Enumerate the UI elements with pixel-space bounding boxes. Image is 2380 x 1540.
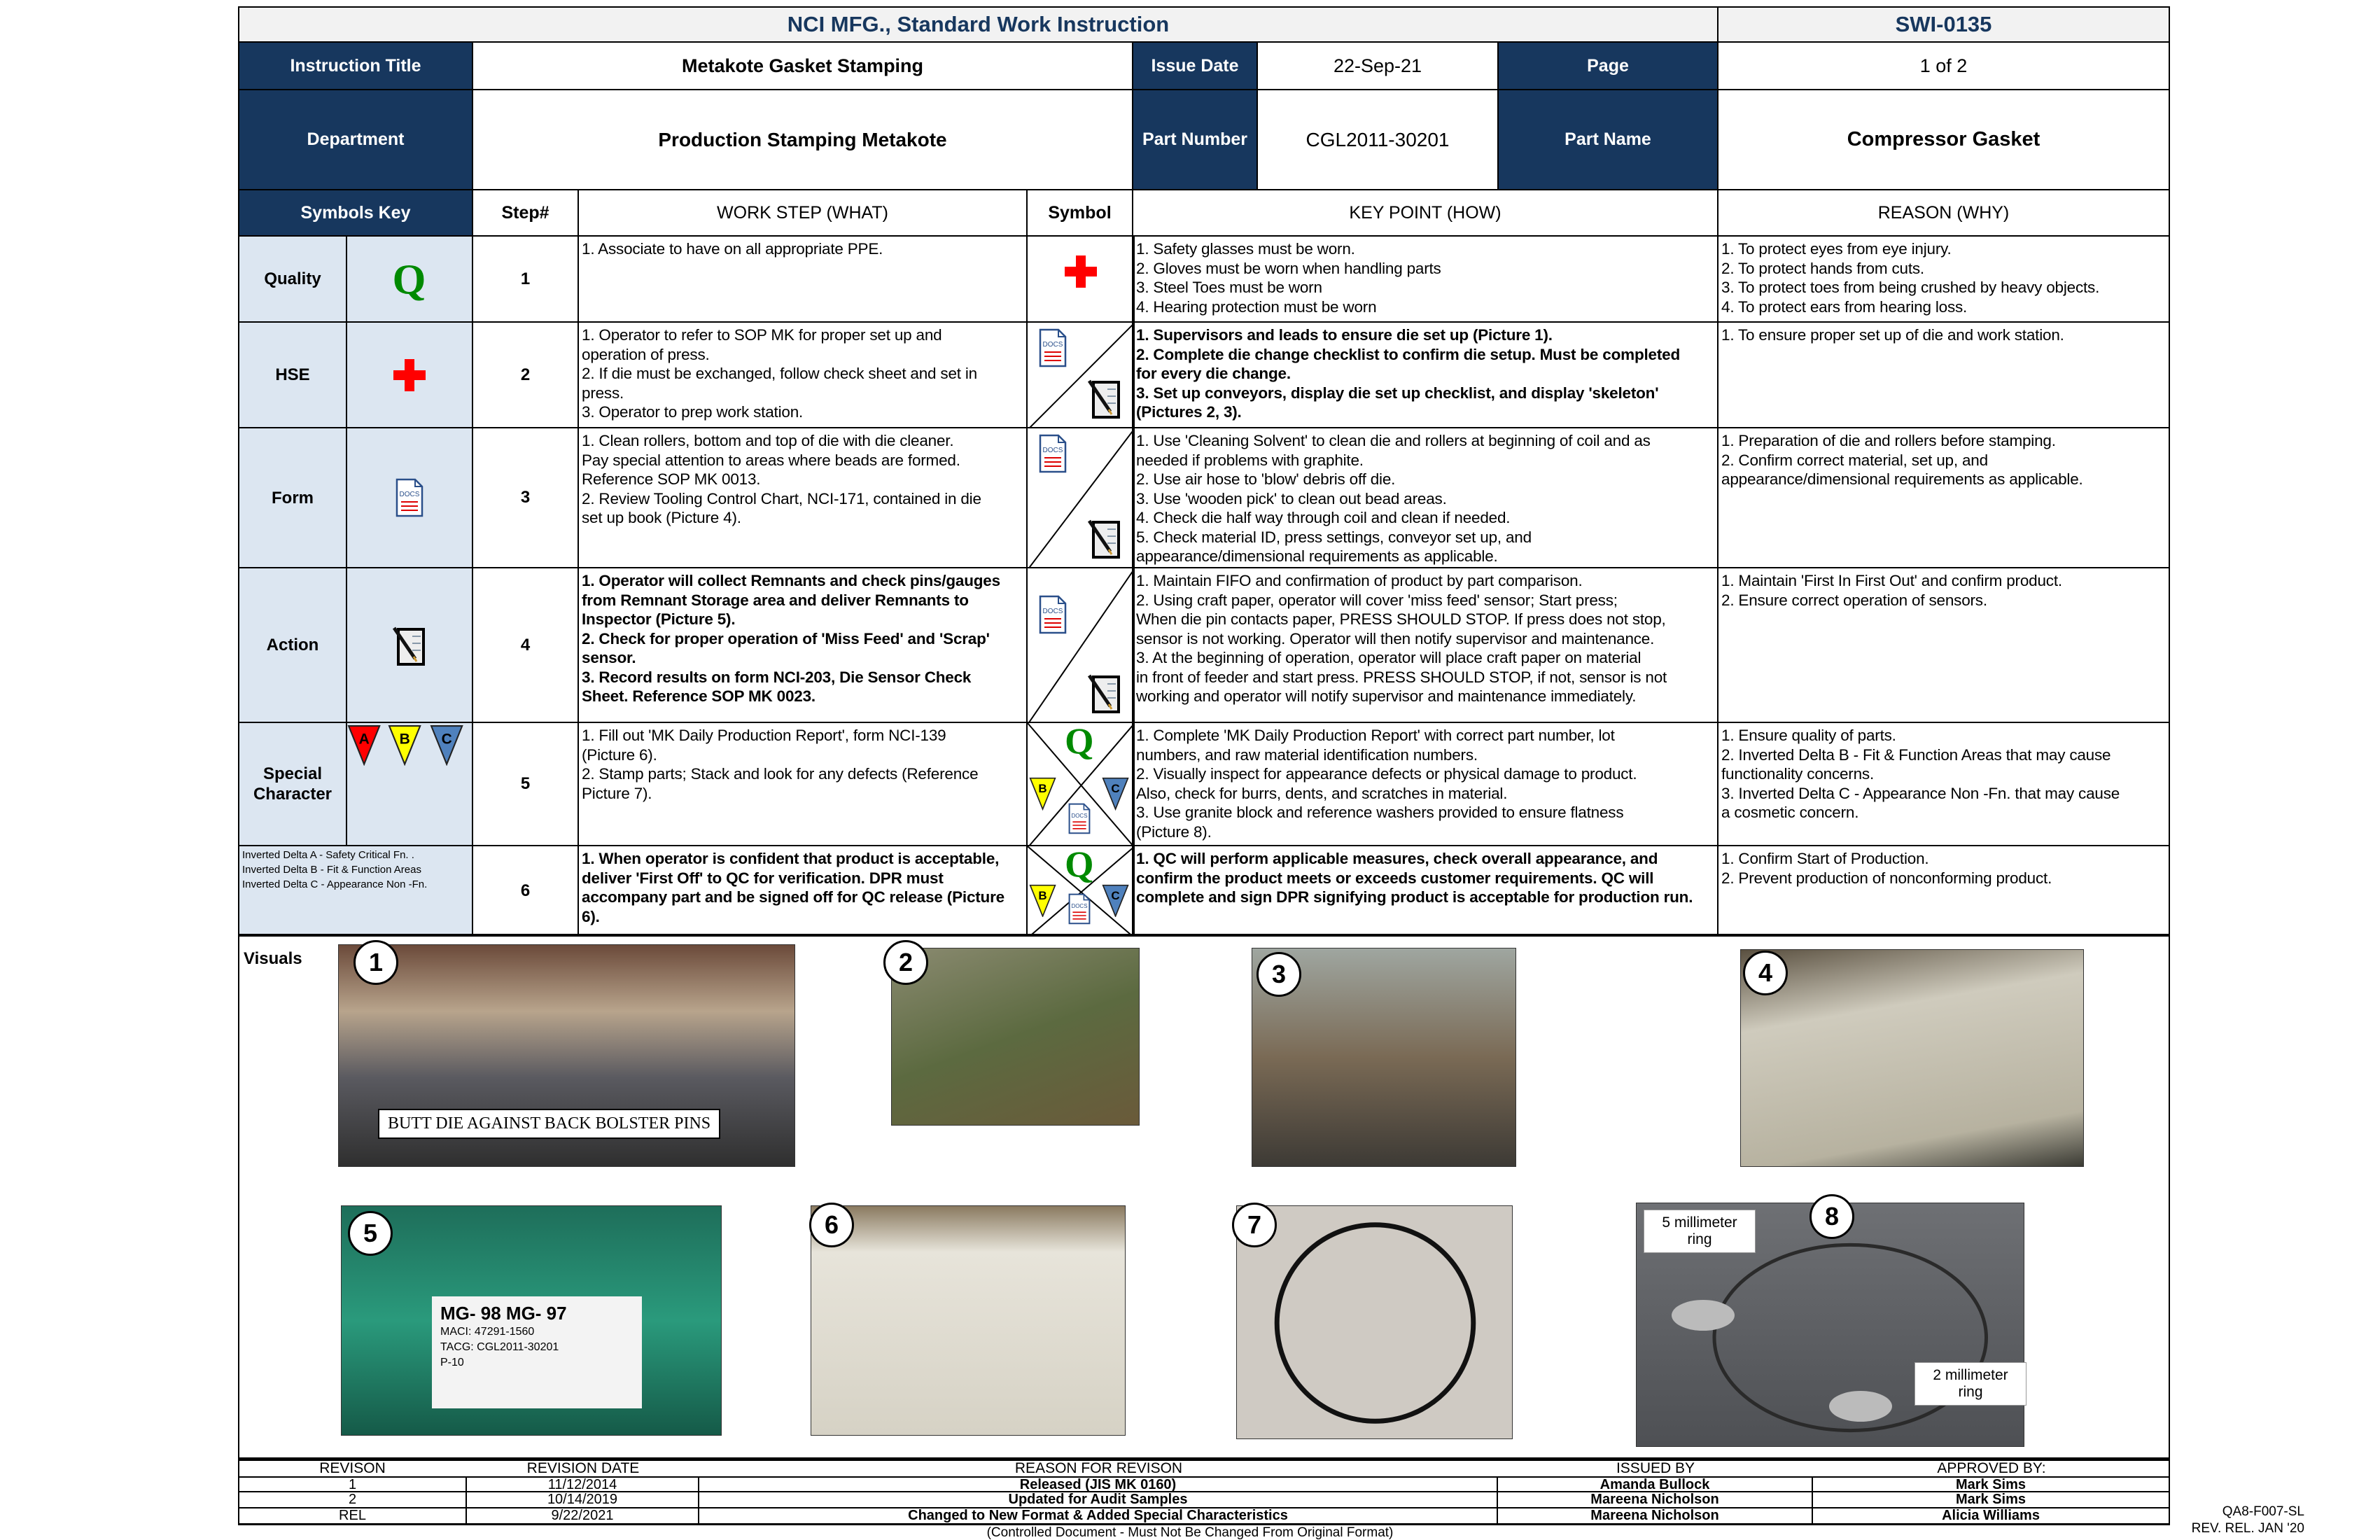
page-label: Page	[1497, 41, 1718, 90]
text-line: 6).	[582, 907, 600, 925]
text-line: (Pictures 2, 3).	[1136, 403, 1242, 421]
picture-number: 6	[809, 1203, 854, 1247]
callout-2mm: 2 millimeter ring	[1914, 1362, 2026, 1406]
col-key-point: KEY POINT (HOW)	[1132, 189, 1718, 237]
symbols-key-label: Form	[238, 427, 347, 568]
symbols-key-label: Special Character	[238, 722, 347, 846]
revision-cell: Mark Sims	[1813, 1492, 2170, 1508]
text-line: a cosmetic concern.	[1721, 804, 1859, 821]
instruction-title: Metakote Gasket Stamping	[472, 41, 1133, 90]
bin-label-line: MG- 98 MG- 97	[440, 1303, 567, 1324]
text-line: (Picture 6).	[582, 746, 657, 764]
revision-header: REASON FOR REVISON	[1014, 1461, 1183, 1476]
text-line: 1. Ensure quality of parts.	[1721, 727, 1896, 744]
part-number: CGL2011-30201	[1256, 89, 1499, 190]
text-line: Inspector (Picture 5).	[582, 610, 736, 628]
text-line: Sheet. Reference SOP MK 0023.	[582, 687, 816, 705]
text-line: appearance/dimensional requirements as applicable.	[1721, 470, 2083, 488]
text-line: 1. Operator to refer to SOP MK for proper set up and	[582, 326, 942, 344]
text-line: 2. To protect hands from cuts.	[1721, 259, 1924, 277]
picture-6	[811, 1205, 1126, 1436]
red-cross-icon	[393, 359, 426, 395]
picture-number: 4	[1743, 951, 1788, 995]
delta-legend-item: Inverted Delta B - Fit & Function Areas	[242, 864, 421, 876]
text-line: 1. QC will perform applicable measures, check overall appearance, and	[1136, 850, 1658, 867]
text-line: 1. Use 'Cleaning Solvent' to clean die and rollers at beginning of coil and as	[1136, 432, 1651, 449]
text-line: 1. Complete 'MK Daily Production Report' with correct part number, lot	[1136, 727, 1615, 744]
docs-icon	[1039, 328, 1067, 371]
text-line: functionality concerns.	[1721, 765, 1875, 783]
part-name-label: Part Name	[1497, 89, 1718, 190]
svg-text:DOCS: DOCS	[1071, 812, 1088, 819]
step-number: 6	[472, 845, 579, 937]
checklist-icon	[1088, 518, 1121, 562]
delta-b-icon	[388, 724, 421, 769]
docs-icon	[1068, 893, 1091, 928]
delta-legend-item: Inverted Delta A - Safety Critical Fn. .	[242, 849, 414, 861]
revision-header: REVISON	[319, 1461, 386, 1476]
reason-cell	[1717, 235, 2170, 323]
checklist-icon	[1088, 378, 1121, 422]
text-line: 1. Maintain FIFO and confirmation of product by part comparison.	[1136, 572, 1583, 589]
text-line: deliver 'First Off' to QC for verification. DPR must	[582, 869, 944, 887]
revision-cell: Alicia Williams	[1813, 1508, 2170, 1525]
revision-cell: Mark Sims	[1813, 1476, 2170, 1492]
work-step-cell	[578, 722, 1028, 846]
text-line: from Remnant Storage area and deliver Remnants to	[582, 591, 969, 609]
svg-text:DOCS: DOCS	[1042, 341, 1063, 349]
work-step-cell	[578, 427, 1028, 568]
instruction-title-label: Instruction Title	[238, 41, 473, 90]
text-line: (Picture 8).	[1136, 822, 1212, 841]
text-line: 2. Review Tooling Control Chart, NCI-171, contained in die	[582, 489, 981, 507]
step-number: 4	[472, 567, 579, 723]
text-line: 5. Check material ID, press settings, conveyor set up, and	[1136, 528, 1532, 546]
col-symbol: Symbol	[1026, 189, 1133, 237]
text-line: 2. Visually inspect for appearance defects or physical damage to product.	[1136, 765, 1637, 783]
text-line: 3. Inverted Delta C - Appearance Non -Fn. that may cause	[1721, 784, 2120, 802]
text-line: 1. When operator is confident that product is acceptable,	[582, 850, 1000, 867]
text-line: 3. Operator to prep work station.	[582, 403, 804, 421]
symbols-key-label: HSE	[238, 321, 347, 428]
picture-caption: BUTT DIE AGAINST BACK BOLSTER PINS	[378, 1109, 720, 1139]
svg-text:DOCS: DOCS	[1042, 447, 1063, 454]
key-point-cell	[1132, 567, 1718, 723]
bin-label	[432, 1296, 642, 1408]
work-step-cell	[578, 321, 1028, 428]
delta-legend	[238, 845, 473, 937]
revision-cell: 10/14/2019	[467, 1492, 699, 1508]
key-point-cell	[1132, 235, 1718, 323]
revision-cell: Updated for Audit Samples	[699, 1492, 1498, 1508]
col-step: Step#	[472, 189, 579, 237]
text-line: set up book (Picture 4).	[582, 509, 741, 526]
revision-cell: 9/22/2021	[467, 1508, 699, 1525]
svg-text:Q: Q	[392, 258, 426, 302]
picture-7	[1236, 1205, 1513, 1439]
text-line: 1. Clean rollers, bottom and top of die with die cleaner.	[582, 432, 954, 449]
quality-q-icon	[1063, 846, 1096, 887]
part-name: Compressor Gasket	[1717, 89, 2170, 190]
svg-text:A: A	[358, 731, 370, 748]
text-line: for every die change.	[1136, 365, 1291, 382]
text-line: 3. To protect toes from being crushed by heavy objects.	[1721, 279, 2100, 296]
svg-text:B: B	[1038, 888, 1047, 902]
text-line: 2. Ensure correct operation of sensors.	[1721, 591, 1987, 609]
delta-c-icon	[1102, 777, 1129, 814]
form-number: QA8-F007-SL	[2222, 1504, 2304, 1519]
text-line: Pay special attention to areas where beads are formed.	[582, 451, 960, 469]
key-point-cell	[1132, 845, 1718, 937]
reason-cell	[1717, 567, 2170, 723]
text-line: 2. Inverted Delta B - Fit & Function Areas that may cause	[1721, 746, 2111, 764]
part-number-label: Part Number	[1132, 89, 1258, 190]
revision-cell: 11/12/2014	[467, 1476, 699, 1492]
delta-legend-item: Inverted Delta C - Appearance Non -Fn.	[242, 878, 428, 890]
issue-date-label: Issue Date	[1132, 41, 1258, 90]
work-step-cell	[578, 235, 1028, 323]
picture-2	[891, 948, 1140, 1126]
text-line: operation of press.	[582, 345, 710, 363]
text-line: 1. To protect eyes from eye injury.	[1721, 240, 1952, 258]
text-line: 1. Fill out 'MK Daily Production Report', form NCI-139	[582, 727, 946, 744]
text-line: 2. Using craft paper, operator will cover 'miss feed' sensor; Start press;	[1136, 591, 1618, 609]
symbols-key-label: Quality	[238, 235, 347, 323]
revision-cell: 2	[238, 1492, 467, 1508]
svg-text:C: C	[1111, 782, 1120, 796]
picture-4	[1740, 949, 2084, 1167]
text-line: 1. Maintain 'First In First Out' and confirm product.	[1721, 572, 2062, 589]
delta-b-icon	[1029, 777, 1056, 814]
text-line: 2. Confirm correct material, set up, and	[1721, 451, 1988, 469]
text-line: Reference SOP MK 0013.	[582, 470, 761, 488]
revision-header: ISSUED BY	[1616, 1461, 1695, 1476]
svg-text:Q: Q	[1065, 846, 1094, 884]
text-line: accompany part and be signed off for QC release (Picture	[582, 888, 1004, 906]
key-point-cell	[1132, 427, 1718, 568]
picture-number: 3	[1256, 952, 1301, 997]
form-revision: REV. REL. JAN '20	[2191, 1521, 2304, 1536]
text-line: 2. Complete die change checklist to confirm die setup. Must be completed	[1136, 345, 1681, 363]
department-label: Department	[238, 89, 473, 190]
text-line: 2. Check for proper operation of 'Miss Feed' and 'Scrap'	[582, 629, 990, 648]
picture-number: 8	[1809, 1194, 1854, 1239]
revision-cell: Mareena Nicholson	[1498, 1508, 1813, 1525]
delta-c-icon	[1102, 884, 1129, 921]
col-work-step: WORK STEP (WHAT)	[578, 189, 1028, 237]
text-line: 1. Supervisors and leads to ensure die set up (Picture 1).	[1136, 326, 1553, 344]
text-line: 2. Gloves must be worn when handling parts	[1136, 259, 1441, 277]
key-point-cell	[1132, 722, 1718, 846]
page-number: 1 of 2	[1717, 41, 2170, 90]
docs-icon	[1039, 434, 1067, 477]
step-number: 5	[472, 722, 579, 846]
symbols-key-label: Action	[238, 567, 347, 723]
step-number: 3	[472, 427, 579, 568]
docs-icon	[396, 478, 424, 521]
text-line: 3. Set up conveyors, display die set up checklist, and display 'skeleton'	[1136, 384, 1659, 402]
svg-text:DOCS: DOCS	[399, 491, 420, 498]
revision-cell: Changed to New Format & Added Special Characteristics	[699, 1508, 1498, 1525]
text-line: 3. At the beginning of operation, operator will place craft paper on material	[1136, 649, 1642, 666]
text-line: 3. Use granite block and reference washers provided to ensure flatness	[1136, 804, 1624, 821]
text-line: 4. Check die half way through coil and clean if needed.	[1136, 509, 1511, 526]
text-line: Also, check for burrs, dents, and scratches in material.	[1136, 784, 1508, 802]
picture-number: 1	[354, 940, 398, 985]
bin-label-line: MACI: 47291-1560	[440, 1326, 535, 1338]
text-line: in front of feeder and start press. PRESS SHOULD STOP, if not, sensor is not	[1136, 668, 1667, 686]
text-line: 1. Associate to have on all appropriate PPE.	[582, 240, 883, 258]
text-line: sensor is not working. Operator will then notify supervisor and maintenance.	[1136, 629, 1655, 648]
controlled-document-note: (Controlled Document - Must Not Be Changed From Original Format)	[986, 1525, 1394, 1540]
delta-b-icon	[1029, 884, 1056, 921]
quality-q-icon	[1063, 723, 1096, 764]
document-title: NCI MFG., Standard Work Instruction	[238, 6, 1718, 43]
picture-number: 5	[348, 1211, 393, 1256]
col-symbols-key: Symbols Key	[238, 189, 473, 237]
visuals-label: Visuals	[244, 949, 302, 968]
revision-cell: 1	[238, 1476, 467, 1492]
text-line: 1. Operator will collect Remnants and check pins/gauges	[582, 572, 1000, 589]
text-line: appearance/dimensional requirements as applicable.	[1136, 547, 1498, 565]
callout-5mm: 5 millimeter ring	[1644, 1210, 1756, 1253]
work-step-cell	[578, 567, 1028, 723]
revision-header: REVISION DATE	[526, 1461, 640, 1476]
svg-text:Q: Q	[1065, 723, 1094, 761]
checklist-icon	[1088, 673, 1121, 717]
picture-number: 7	[1232, 1203, 1277, 1247]
text-line: 1. Preparation of die and rollers before stamping.	[1721, 432, 2056, 449]
text-line: press.	[582, 384, 624, 402]
text-line: 3. Use 'wooden pick' to clean out bead areas.	[1136, 489, 1447, 507]
reason-cell	[1717, 321, 2170, 428]
text-line: 2. Stamp parts; Stack and look for any defects (Reference	[582, 765, 979, 783]
key-point-cell	[1132, 321, 1718, 428]
quality-q-icon	[390, 258, 428, 305]
reason-cell	[1717, 427, 2170, 568]
docs-icon	[1068, 803, 1091, 838]
text-line: 4. To protect ears from hearing loss.	[1721, 298, 1968, 316]
svg-text:C: C	[1111, 888, 1120, 902]
col-reason: REASON (WHY)	[1717, 189, 2170, 237]
revision-cell: Mareena Nicholson	[1498, 1492, 1813, 1508]
delta-c-icon	[430, 724, 463, 769]
text-line: working and operator will notify supervisor and maintenance immediately.	[1136, 687, 1637, 705]
picture-number: 2	[883, 940, 928, 985]
text-line: 1. Confirm Start of Production.	[1721, 850, 1929, 867]
text-line: needed if problems with graphite.	[1136, 451, 1364, 469]
step-number: 1	[472, 235, 579, 323]
svg-text:DOCS: DOCS	[1042, 608, 1063, 615]
svg-text:C: C	[441, 731, 452, 748]
text-line: 1. To ensure proper set up of die and work station.	[1721, 326, 2064, 344]
issue-date: 22-Sep-21	[1256, 41, 1499, 90]
text-line: 1. Safety glasses must be worn.	[1136, 240, 1355, 258]
document-number: SWI-0135	[1717, 6, 2170, 43]
red-cross-icon	[1065, 255, 1097, 291]
text-line: 2. Use air hose to 'blow' debris off die.	[1136, 470, 1396, 488]
revision-cell: Amanda Bullock	[1498, 1476, 1813, 1492]
svg-text:B: B	[399, 731, 410, 748]
text-line: 2. Prevent production of nonconforming product.	[1721, 869, 2052, 887]
reason-cell	[1717, 845, 2170, 937]
checklist-icon	[393, 625, 426, 669]
revision-cell: Released (JIS MK 0160)	[699, 1476, 1498, 1492]
text-line: 4. Hearing protection must be worn	[1136, 298, 1377, 316]
step-number: 2	[472, 321, 579, 428]
svg-text:DOCS: DOCS	[1071, 902, 1088, 909]
text-line: When die pin contacts paper, PRESS SHOULD STOP. If press does not stop,	[1136, 610, 1666, 628]
text-line: 3. Steel Toes must be worn	[1136, 279, 1322, 296]
docs-icon	[1039, 595, 1067, 638]
text-line: confirm the product meets or exceeds customer requirements. QC will	[1136, 869, 1654, 887]
work-step-cell	[578, 845, 1028, 937]
revision-header: APPROVED BY:	[1937, 1461, 2046, 1476]
delta-a-icon	[347, 724, 381, 769]
bin-label-line: P-10	[440, 1357, 464, 1368]
bin-label-line: TACG: CGL2011-30201	[440, 1341, 559, 1353]
text-line: 2. If die must be exchanged, follow check sheet and set in	[582, 365, 977, 382]
svg-text:B: B	[1038, 782, 1047, 796]
text-line: sensor.	[582, 649, 636, 666]
text-line: complete and sign DPR signifying product is acceptable for production run.	[1136, 888, 1693, 906]
revision-cell: REL	[238, 1508, 467, 1525]
text-line: 3. Record results on form NCI-203, Die Sensor Check	[582, 668, 972, 686]
text-line: numbers, and raw material identification numbers.	[1136, 746, 1478, 764]
reason-cell	[1717, 722, 2170, 846]
text-line: Picture 7).	[582, 784, 652, 802]
department: Production Stamping Metakote	[472, 89, 1133, 190]
